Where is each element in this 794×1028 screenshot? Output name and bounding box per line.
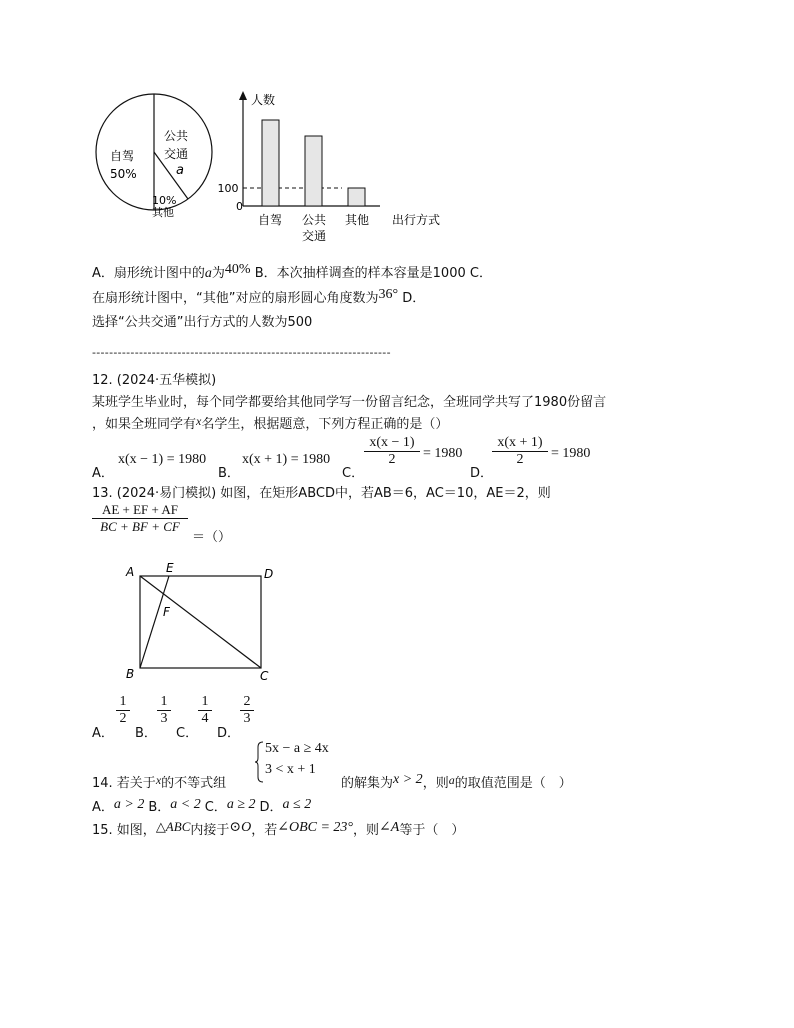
pie-chart xyxy=(92,90,232,240)
q14-tail-var: a xyxy=(448,773,455,787)
q15-tail-a: ，则 xyxy=(353,823,380,838)
q13-option-b-fraction xyxy=(157,694,171,727)
q14-option-c-expr: a ≥ 2 xyxy=(226,797,256,812)
q12-option-a-expr: x(x − 1) = 1980 xyxy=(118,452,207,467)
q15-angle: ∠OBC = 23° xyxy=(277,820,354,835)
q11-option-c-value: 36° xyxy=(378,287,399,302)
q14-option-b-expr: a < 2 xyxy=(170,797,201,812)
y-axis-label: 人数 xyxy=(251,93,276,107)
point-e-label: E xyxy=(166,561,174,575)
q15-tail-b: 等于（ ） xyxy=(399,823,465,838)
q12-option-c-num: x(x − 1) xyxy=(369,435,415,450)
q12-option-c-den: 2 xyxy=(388,452,396,467)
q13-option-b-num: 1 xyxy=(160,694,168,709)
x-tick-self: 自驾 xyxy=(257,213,283,227)
q14-tail-b: 的取值范围是（ ） xyxy=(454,776,572,791)
q12-line1: 某班学生毕业时，每个同学都要给其他同学写一份留言纪念，全班同学共写了1980份留言 xyxy=(92,395,607,410)
point-b-label: B xyxy=(126,667,135,681)
segment-be xyxy=(140,576,169,668)
rectangle-figure xyxy=(118,560,288,685)
q12-option-c-fraction xyxy=(364,435,420,468)
q14-solution xyxy=(341,772,572,792)
q11-option-b: B．本次抽样调查的样本容量是1000 C． xyxy=(254,266,492,281)
point-c-label: C xyxy=(260,669,269,683)
q15-mid: 内接于 xyxy=(190,823,230,838)
q13-option-d-den: 3 xyxy=(243,711,251,726)
q11-option-a-b xyxy=(92,262,492,282)
q11-option-c xyxy=(92,287,425,307)
pie-slice-label-public-2: 交通 xyxy=(164,147,189,161)
q12-option-d-fraction xyxy=(492,435,548,468)
q12-option-b-expr: x(x + 1) = 1980 xyxy=(242,452,331,467)
x-tick-other: 其他 xyxy=(344,213,370,227)
pie-slice-label-self: 自驾 xyxy=(110,149,135,163)
q12-option-d-num: x(x + 1) xyxy=(497,435,543,450)
y-tick-0: 0 xyxy=(236,200,243,213)
q14-prefix-text: 14. 若关于 xyxy=(92,776,156,791)
diagonal-ac xyxy=(140,576,261,668)
q14-option-c-label: C． xyxy=(204,800,227,815)
q12-line2-var: x xyxy=(196,414,202,428)
q11-option-c-text: 在扇形统计图中，“其他”对应的扇形圆心角度数为 xyxy=(92,291,379,306)
q12-option-c-rhs: = 1980 xyxy=(423,446,463,461)
q12-option-b-label: B． xyxy=(218,466,240,481)
point-f-label: F xyxy=(163,605,170,619)
q15-circle: ⊙O xyxy=(229,820,252,835)
q14-ineq1: 5x − a ≥ 4x xyxy=(265,741,329,756)
pie-slice-label-public-1: 公共 xyxy=(164,129,189,143)
q13-option-b-den: 3 xyxy=(160,711,168,726)
q13-option-c-num: 1 xyxy=(201,694,209,709)
q14-sol-pre: 的解集为 xyxy=(341,776,394,791)
q15-triangle: △ABC xyxy=(155,819,191,834)
q13-frac-num: AE + EF + AF xyxy=(101,502,179,517)
q14-options xyxy=(92,796,311,816)
q15-line xyxy=(92,819,464,839)
pie-slice-label-other: 其他 xyxy=(152,206,174,219)
q13-option-c-den: 4 xyxy=(201,711,209,726)
q14-option-b-label: B． xyxy=(148,800,171,815)
q13-option-d-label: D． xyxy=(217,726,241,741)
q14-ineq2: 3 < x + 1 xyxy=(265,762,316,777)
pie-slice-value-self: 50% xyxy=(110,167,137,181)
q12-option-d-label: D． xyxy=(470,466,494,481)
q11-option-d-label: D． xyxy=(402,291,426,306)
bar-chart xyxy=(217,88,455,246)
q13-tail: ＝（） xyxy=(192,530,232,545)
q15-comma: ，若 xyxy=(251,823,278,838)
pie-slice-value-public: a xyxy=(176,163,184,178)
q14-brace xyxy=(255,741,265,783)
q14-mid: 的不等式组 xyxy=(161,776,227,791)
q15-angle-a: ∠A xyxy=(379,820,400,835)
bar-other xyxy=(348,188,365,206)
q13-option-d-fraction xyxy=(240,694,254,727)
x-axis-label: 出行方式 xyxy=(392,213,441,227)
q14-tail-a: ，则 xyxy=(422,776,449,791)
q13-frac-den: BC + BF + CF xyxy=(100,519,180,534)
q13-line: 13. (2024·易门模拟) 如图，在矩形ABCD中，若AB＝6，AC＝10，AE＝2，则 xyxy=(92,486,551,501)
q14-prefix xyxy=(92,772,226,791)
q12-line2 xyxy=(92,413,448,432)
q13-option-c-fraction xyxy=(198,694,212,727)
q11-option-a-var: a xyxy=(204,266,212,281)
separator: ---------------------------------------------------------------------- xyxy=(92,346,391,359)
q11-option-a-value: 40% xyxy=(224,262,251,277)
q12-option-c-label: C． xyxy=(342,466,365,481)
q12-option-d-rhs: = 1980 xyxy=(551,446,591,461)
q13-fraction xyxy=(92,502,188,535)
y-axis-arrow xyxy=(239,91,247,100)
q12-line2-a: ，如果全班同学有 xyxy=(92,417,197,432)
q14-var: x xyxy=(155,773,162,787)
bar-public xyxy=(305,136,322,206)
q12-option-d-den: 2 xyxy=(516,452,524,467)
q14-sol: x > 2 xyxy=(393,772,423,787)
q13-option-d-num: 2 xyxy=(243,694,251,709)
q14-option-a-label: A． xyxy=(92,800,114,815)
q14-option-a-expr: a > 2 xyxy=(113,797,145,812)
q11-option-a-prefix: A．扇形统计图中的 xyxy=(92,266,205,281)
q12-header: 12. (2024·五华模拟) xyxy=(92,373,217,388)
x-tick-public-2: 交通 xyxy=(301,229,327,243)
q11-option-a-mid: 为 xyxy=(211,266,225,281)
pie-slice-value-other: 10% xyxy=(152,194,177,207)
point-a-label: A xyxy=(126,565,135,579)
q14-option-d-label: D． xyxy=(259,800,283,815)
q12-line2-b: 名学生，根据题意，下列方程正确的是（） xyxy=(201,417,449,432)
q13-option-c-label: C． xyxy=(176,726,199,741)
q13-option-a-label: A． xyxy=(92,726,114,741)
x-tick-public-1: 公共 xyxy=(301,213,327,227)
q13-option-a-fraction xyxy=(116,694,130,727)
q14-option-d-expr: a ≤ 2 xyxy=(282,797,312,812)
q12-option-a-label: A． xyxy=(92,466,114,481)
point-d-label: D xyxy=(264,567,274,581)
q13-option-a-num: 1 xyxy=(119,694,127,709)
bar-self xyxy=(262,120,279,206)
q13-option-a-den: 2 xyxy=(119,711,127,726)
q13-option-b-label: B． xyxy=(135,726,157,741)
q15-prefix: 15. 如图， xyxy=(92,823,156,838)
y-tick-100: 100 xyxy=(217,182,239,195)
q11-option-d: 选择“公共交通”出行方式的人数为500 xyxy=(92,315,313,330)
